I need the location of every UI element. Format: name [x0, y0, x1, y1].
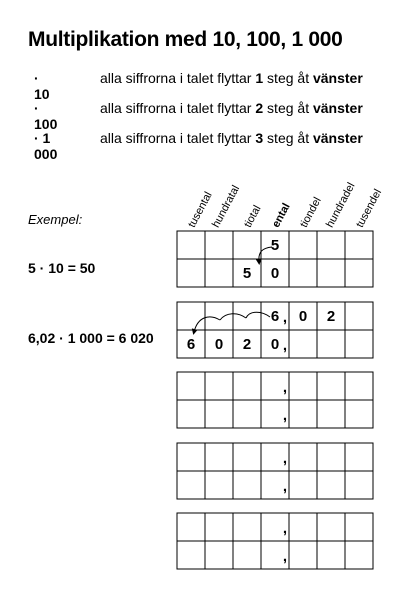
grid-cell — [289, 443, 317, 471]
grid-2 — [177, 302, 373, 358]
grid-cell — [205, 513, 233, 541]
grid-cell — [205, 400, 233, 428]
grid-cell — [205, 302, 233, 330]
decimal-comma: , — [282, 337, 288, 354]
grid-digit: 0 — [214, 336, 224, 353]
grid-cell — [345, 302, 373, 330]
grid-cell — [289, 231, 317, 259]
grid-cell — [317, 400, 345, 428]
grid-3 — [177, 372, 373, 428]
grid-cell — [317, 231, 345, 259]
grid-digit: 2 — [326, 308, 336, 325]
rule-multiplier: · 10 — [34, 70, 50, 102]
grid-cell — [177, 231, 205, 259]
example-expression-2: 6,02 · 1 000 = 6 020 — [28, 330, 154, 346]
grid-cell — [205, 372, 233, 400]
grid-cell — [345, 231, 373, 259]
grid-cell — [345, 400, 373, 428]
grid-cell — [289, 330, 317, 358]
rule-text: alla siffrorna i talet flyttar 3 steg åt vänster — [100, 130, 363, 146]
grid-cell — [177, 400, 205, 428]
grid-digit: 5 — [242, 265, 252, 282]
grid-cell — [289, 541, 317, 569]
rule-text: alla siffrorna i talet flyttar 1 steg åt vänster — [100, 70, 363, 86]
rule-multiplier: · 100 — [34, 100, 58, 132]
grid-cell — [205, 471, 233, 499]
decimal-comma: , — [282, 548, 288, 565]
grid-cell — [289, 471, 317, 499]
grid-cell — [317, 513, 345, 541]
grid-cell — [345, 443, 373, 471]
grid-cell — [233, 443, 261, 471]
grid-5 — [177, 513, 373, 569]
grid-digit: 2 — [242, 336, 252, 353]
page-title: Multiplikation med 10, 100, 1 000 — [28, 28, 343, 51]
grid-cell — [345, 330, 373, 358]
grid-digit: 0 — [270, 265, 280, 282]
grid-cell — [177, 471, 205, 499]
column-header-tiondel: tiondel — [298, 195, 324, 230]
decimal-comma: , — [282, 450, 288, 467]
example-expression-1: 5 · 10 = 50 — [28, 260, 96, 276]
grid-cell — [233, 541, 261, 569]
rule-multiplier: · 1 000 — [34, 130, 58, 162]
grid-cell — [205, 443, 233, 471]
column-header-tusendel: tusendel — [354, 187, 385, 230]
grid-cell — [317, 259, 345, 287]
grid-cell — [233, 400, 261, 428]
grid-cell — [289, 513, 317, 541]
grid-cell — [177, 541, 205, 569]
grid-cell — [345, 259, 373, 287]
grid-cell — [177, 259, 205, 287]
grid-cell — [177, 443, 205, 471]
grid-digit: 5 — [270, 237, 280, 254]
grid-cell — [345, 372, 373, 400]
column-header-hundratal: hundratal — [210, 183, 243, 230]
grid-cell — [289, 259, 317, 287]
grid-cell — [177, 513, 205, 541]
grid-cell — [317, 330, 345, 358]
decimal-comma: , — [282, 478, 288, 495]
grid-1 — [177, 231, 373, 287]
grid-cell — [177, 302, 205, 330]
grid-cell — [289, 400, 317, 428]
grid-cell — [177, 372, 205, 400]
grid-digit: 0 — [270, 336, 280, 353]
grid-cell — [205, 259, 233, 287]
grid-cell — [345, 471, 373, 499]
grid-4 — [177, 443, 373, 499]
grid-cell — [345, 513, 373, 541]
grid-cell — [317, 443, 345, 471]
grid-cell — [317, 372, 345, 400]
grid-cell — [233, 471, 261, 499]
grid-cell — [233, 231, 261, 259]
decimal-comma: , — [282, 309, 288, 326]
grid-cell — [317, 471, 345, 499]
column-header-tusental: tusental — [186, 189, 215, 230]
grid-digit: 6 — [186, 336, 196, 353]
shift-arrow — [246, 312, 270, 318]
grid-cell — [205, 541, 233, 569]
decimal-comma: , — [282, 407, 288, 424]
grid-digit: 6 — [270, 308, 280, 325]
grid-cell — [317, 541, 345, 569]
grid-cell — [289, 372, 317, 400]
example-label: Exempel: — [28, 212, 83, 227]
decimal-comma: , — [282, 520, 288, 537]
grid-digit: 0 — [298, 308, 308, 325]
grid-cell — [233, 513, 261, 541]
column-header-hundradel: hundradel — [324, 180, 358, 230]
grid-cell — [233, 372, 261, 400]
grid-cell — [205, 231, 233, 259]
grid-cell — [345, 541, 373, 569]
column-header-tiotal: tiotal — [242, 203, 264, 230]
rule-text: alla siffrorna i talet flyttar 2 steg åt vänster — [100, 100, 363, 116]
decimal-comma: , — [282, 379, 288, 396]
column-header-ental: ental — [270, 201, 293, 230]
